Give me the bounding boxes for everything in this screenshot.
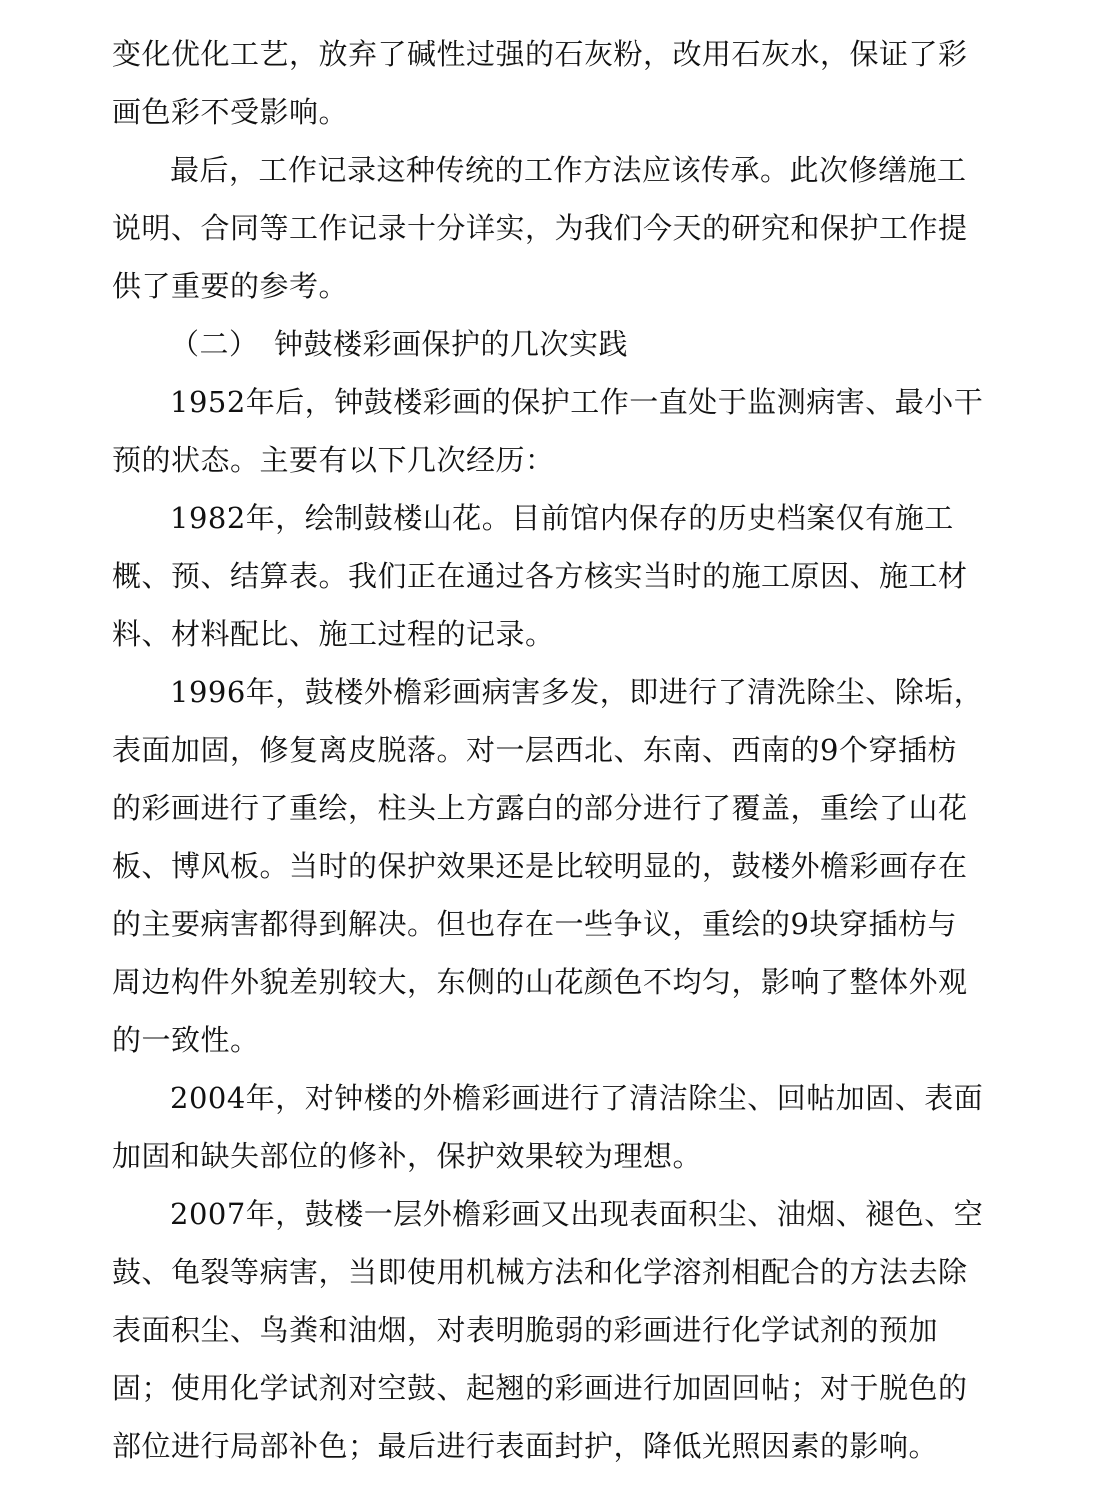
text-line: 说明、合同等工作记录十分详实，为我们今天的研究和保护工作提 [112,211,968,245]
paragraph-start-line: 1982年，绘制鼓楼山花。目前馆内保存的历史档案仅有施工 [170,501,954,535]
text-line: 供了重要的参考。 [112,269,349,303]
section-title: 钟鼓楼彩画保护的几次实践 [274,327,629,361]
text-line: 概、预、结算表。我们正在通过各方核实当时的施工原因、施工材 [112,559,968,593]
text-line: 画色彩不受影响。 [112,95,349,129]
section-number: （二） [170,327,259,361]
text-line: 变化优化工艺，放弃了碱性过强的石灰粉，改用石灰水，保证了彩 [112,37,968,71]
paragraph-start-line: 2004年，对钟楼的外檐彩画进行了清洁除尘、回帖加固、表面 [170,1081,984,1115]
text-line: 固；使用化学试剂对空鼓、起翘的彩画进行加固回帖；对于脱色的 [112,1371,968,1405]
text-line: 部位进行局部补色；最后进行表面封护，降低光照因素的影响。 [112,1429,939,1463]
text-line: 加固和缺失部位的修补，保护效果较为理想。 [112,1139,703,1173]
text-line: 料、材料配比、施工过程的记录。 [112,617,555,651]
text-line: 的彩画进行了重绘，柱头上方露白的部分进行了覆盖，重绘了山花 [112,791,968,825]
paragraph-start-line: 最后，工作记录这种传统的工作方法应该传承。此次修缮施工 [170,153,967,187]
text-line: 的一致性。 [112,1023,260,1057]
text-line: 表面加固，修复离皮脱落。对一层西北、东南、西南的9个穿插枋 [112,733,957,767]
paragraph-start-line: 1996年，鼓楼外檐彩画病害多发，即进行了清洗除尘、除垢， [170,675,984,709]
text-line: 板、博风板。当时的保护效果还是比较明显的，鼓楼外檐彩画存在 [112,849,968,883]
text-line: 周边构件外貌差别较大，东侧的山花颜色不均匀，影响了整体外观 [112,965,968,999]
paragraph-start-line: 1952年后，钟鼓楼彩画的保护工作一直处于监测病害、最小干 [170,385,984,419]
text-line: 表面积尘、鸟粪和油烟，对表明脆弱的彩画进行化学试剂的预加 [112,1313,939,1347]
section-heading [170,326,628,362]
paragraph-start-line: 2007年，鼓楼一层外檐彩画又出现表面积尘、油烟、褪色、空 [170,1197,984,1231]
text-line: 预的状态。主要有以下几次经历： [112,443,555,477]
text-line: 的主要病害都得到解决。但也存在一些争议，重绘的9块穿插枋与 [112,907,957,941]
text-line: 鼓、龟裂等病害，当即使用机械方法和化学溶剂相配合的方法去除 [112,1255,968,1289]
